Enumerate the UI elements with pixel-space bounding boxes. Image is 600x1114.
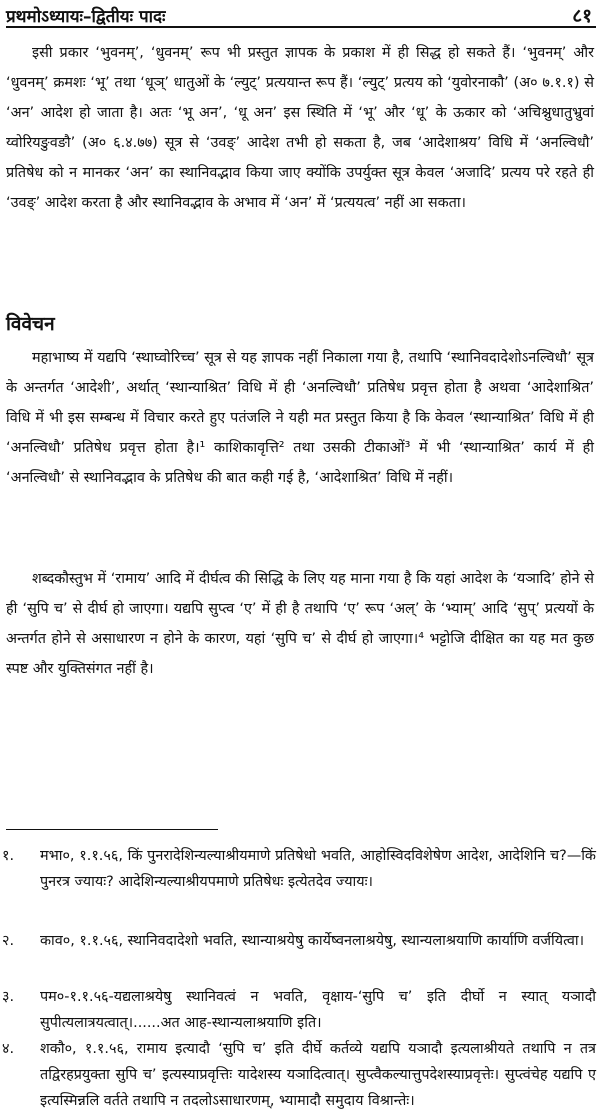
footnote-1 [0,843,596,895]
paragraph-2: महाभाष्य में यद्यपि ‘स्थाघ्वोरिच्च’ सूत्र से यह ज्ञापक नहीं निकाला गया है, तथापि ‘स्थानिवदादेशोऽनल्विधौ’ सूत्र के अन्तर्गत ‘आदेशी’, अर्थात् ‘स्थान्याश्रित’ विधि में ही ‘अनल्विधौ’ प्रतिषेध प्रवृत्त होता है अथवा ‘आदेशाश्रित’ विधि में भी इस सम्बन्ध में विचार करते हुए पतंजलि ने यही मत प्रस्तुत किया है कि केवल ‘स्थान्याश्रित’ विधि में ही ‘अनल्विधौ’ प्रतिषेध प्रवृत्त होता है।¹ काशिकावृत्ति² तथा उसकी टीकाओं³ में भी ‘स्थान्याश्रित’ कार्य में ही ‘अनल्विधौ’ से स्थानिवद्भाव के प्रतिषेध की बात कही गई है, ‘आदेशाश्रित’ विधि में नहीं। [6,350,594,486]
footnote-number: ३. [2,989,15,1005]
footnote-number: ४. [2,1041,15,1057]
chapter-title: प्रथमोऽध्यायः–द्वितीयः पादः [6,7,166,27]
footnote-number: १. [2,848,15,864]
footnote-text: मभा०, १.१.५६, किं पुनरादेशिन्यल्याश्रीयमाणे प्रतिषेधो भवति, आहोस्विदविशेषेण आदेश, आदेशिनि च?—किं पुनरत्र ज्यायः? आदेशिन्यल्याश्रीयपमाणे प्रतिषेधः इत्येतदेव ज्यायः। [40,848,596,890]
page-number: ८१ [572,5,592,27]
section-heading: विवेचन [6,313,55,335]
footnote-text: पम०-१.१.५६-यद्यलाश्रयेषु स्थानिवत्वं न भवति, वृक्षाय-‘सुपि च’ इति दीर्घो न स्यात् यञादौ सुपीत्यलात्रयत्वात्।......अत आह-स्थान्यलाश्रयाणि इति। [40,989,596,1031]
footnote-text: काव०, १.१.५६, स्थानिवदादेशो भवति, स्थान्याश्रयेषु कार्येष्वनलाश्रयेषु, स्थान्यलाश्रयाणि कार्याणि वर्जयित्वा। [40,933,585,949]
paragraph-3: शब्दकौस्तुभ में ‘रामाय’ आदि में दीर्घत्व की सिद्धि के लिए यह माना गया है कि यहां आदेश के ‘यञादि’ होने से ही ‘सुपि च’ से दीर्घ हो जाएगा। यद्यपि सुप्त्व ‘ए’ में ही है तथापि ‘ए’ रूप ‘अल्’ के ‘भ्याम्’ आदि ‘सुप्’ प्रत्ययों के अन्तर्गत होने से असाधारण न होने के कारण, यहां ‘सुपि च’ से दीर्घ हो जाएगा।⁴ भट्टोजि दीक्षित का यह मत कुछ स्पष्ट और युक्तिसंगत नहीं है। [6,571,594,677]
footnote-separator [6,829,218,830]
footnote-2 [0,928,596,954]
footnote-3 [0,984,596,1036]
footnote-4 [0,1036,596,1114]
page-header [6,2,596,28]
paragraph-1: इसी प्रकार ‘भुवनम्’, ‘धुवनम्’ रूप भी प्रस्तुत ज्ञापक के प्रकाश में ही सिद्ध हो सकते हैं। ‘भुवनम्’ और ‘धुवनम्’ क्रमशः ‘भू’ तथा ‘धूञ्’ धातुओं के ‘ल्युट्’ प्रत्ययान्त रूप हैं। ‘ल्युट्’ प्रत्यय को ‘युवोरनाकौ’ (अ० ७.१.१) से ‘अन’ आदेश हो जाता है। अतः ‘भू अन’, ‘धू अन’ इस स्थिति में ‘भू’ और ‘धू’ के ऊकार को ‘अचिश्नुधातुभ्रुवां य्वोरियङुवङौ’ (अ० ६.४.७७) सूत्र से ‘उवङ्’ आदेश तभी हो सकता है, जब ‘आदेशाश्रय’ विधि में ‘अनल्विधौ’ प्रतिषेध को न मानकर ‘अन’ का स्थानिवद्भाव किया जाए क्योंकि उपर्युक्त सूत्र केवल ‘अजादि’ प्रत्यय परे रहते ही ‘उवङ्’ आदेश करता है और स्थानिवद्भाव के अभाव में ‘अन’ में ‘प्रत्ययत्व’ नहीं आ सकता। [6,45,594,211]
footnote-text: शकौ०, १.१.५६, रामाय इत्यादौ ‘सुपि च’ इति दीर्घे कर्तव्ये यद्यपि यञादौ इत्यलाश्रीयते तथापि न तत्र तद्विरहप्रयुक्ता सुपि च’ इत्यस्याप्रवृत्तिः यादेशस्य यञादित्वात्। सुप्त्वैकल्यात्तुपदेशस्याप्रवृत्तेः। सुप्त्वंचेह यद्यपि ए इत्यस्मिन्नलि वर्तते तथापि न तदलोऽसाधारणम्, भ्यामादौ समुदाय विश्रान्तेः। [40,1041,596,1109]
footnote-number: २. [2,933,15,949]
